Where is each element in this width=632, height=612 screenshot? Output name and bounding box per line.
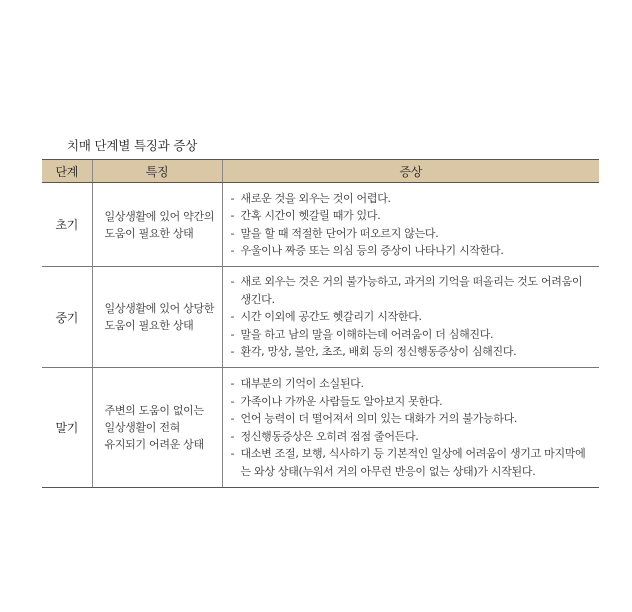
feature-line: 일상생활에 있어 상당한 bbox=[104, 302, 215, 315]
feature-line: 도움이 필요한 상태 bbox=[104, 319, 194, 332]
feature-cell bbox=[92, 368, 222, 488]
dementia-stage-table bbox=[42, 159, 599, 488]
feature-line: 주변의 도움이 없이는 bbox=[104, 404, 204, 417]
header-feature: 특징 bbox=[92, 160, 222, 183]
symptom-item: - 새로운 것을 외우는 것이 어렵다. bbox=[231, 190, 592, 208]
table-header bbox=[42, 160, 599, 183]
table-row-middle bbox=[42, 267, 599, 368]
stage-cell: 중기 bbox=[42, 267, 92, 368]
stage-cell: 초기 bbox=[42, 183, 92, 267]
feature-line: 일상생활에 있어 약간의 bbox=[104, 209, 215, 223]
symptom-item: - 대부분의 기억이 소실된다. bbox=[231, 375, 592, 393]
symptom-list bbox=[231, 190, 592, 260]
table-row-late bbox=[42, 368, 599, 488]
symptom-item: - 언어 능력이 더 떨어져서 의미 있는 대화가 거의 불가능하다. bbox=[231, 410, 592, 428]
symptom-item: - 정신행동증상은 오히려 점점 줄어든다. bbox=[231, 428, 592, 446]
symptom-item: - 환각, 망상, 불안, 초조, 배회 등의 정신행동증상이 심해진다. bbox=[231, 343, 592, 361]
feature-line: 유지되기 어려운 상태 bbox=[104, 438, 204, 451]
symptom-item: - 새로 외우는 것은 거의 불가능하고, 과거의 기억을 떠올리는 것도 어려움이 생긴다. bbox=[231, 273, 592, 308]
symptom-item: - 간혹 시간이 헷갈릴 때가 있다. bbox=[231, 207, 592, 225]
symptom-item: - 대소변 조절, 보행, 식사하기 등 기본적인 일상에 어려움이 생기고 마지막에는 와상 상태(누워서 거의 아무런 반응이 없는 상태)가 시작된다. bbox=[231, 445, 592, 480]
feature-cell bbox=[92, 267, 222, 368]
feature-line: 도움이 필요한 상태 bbox=[104, 226, 194, 240]
header-stage: 단계 bbox=[42, 160, 92, 183]
table-row-early bbox=[42, 183, 599, 267]
table-caption: 치매 단계별 특징과 증상 bbox=[67, 138, 198, 153]
symptoms-cell bbox=[222, 183, 599, 267]
feature-line: 일상생활이 전혀 bbox=[104, 421, 180, 434]
feature-cell bbox=[92, 183, 222, 267]
symptom-item: - 말을 할 때 적절한 단어가 떠오르지 않는다. bbox=[231, 225, 592, 243]
table-body bbox=[42, 183, 599, 488]
symptoms-cell bbox=[222, 267, 599, 368]
header-symptoms: 증상 bbox=[222, 160, 599, 183]
symptom-item: - 말을 하고 남의 말을 이해하는데 어려움이 더 심해진다. bbox=[231, 326, 592, 344]
symptom-item: - 우울이나 짜증 또는 의심 등의 증상이 나타나기 시작한다. bbox=[231, 242, 592, 260]
symptom-item: - 시간 이외에 공간도 헷갈리기 시작한다. bbox=[231, 308, 592, 326]
header-row bbox=[42, 160, 599, 183]
symptoms-cell bbox=[222, 368, 599, 488]
symptom-list bbox=[231, 273, 592, 361]
symptom-item: - 가족이나 가까운 사람들도 알아보지 못한다. bbox=[231, 393, 592, 411]
symptom-list bbox=[231, 375, 592, 480]
stage-cell: 말기 bbox=[42, 368, 92, 488]
